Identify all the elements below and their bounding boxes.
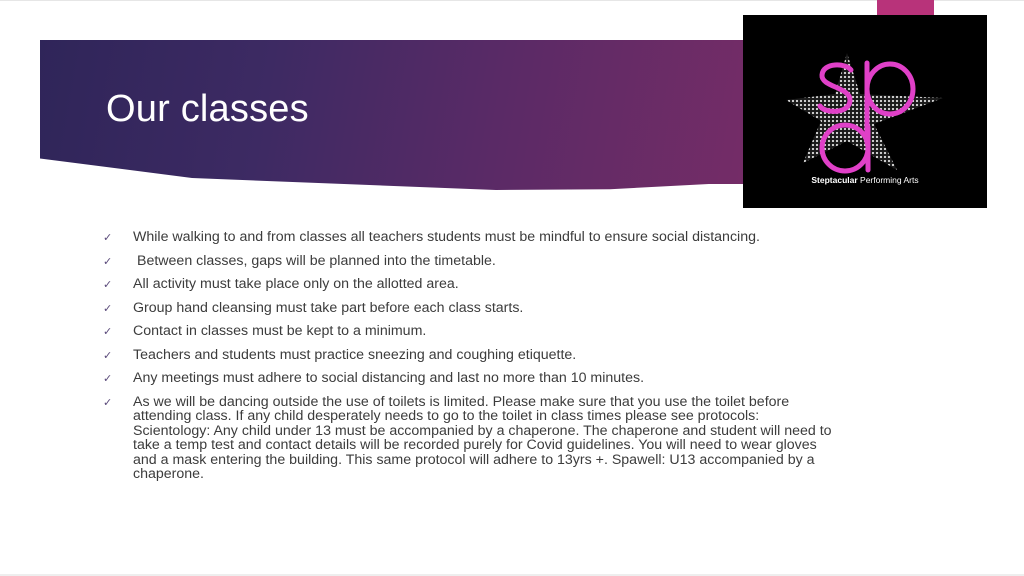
list-item: ✓ Any meetings must adhere to social distancing and last no more than 10 minutes. <box>103 370 645 386</box>
list-item: ✓ All activity must take place only on the allotted area. <box>103 276 459 292</box>
list-item: ✓ As we will be dancing outside the use of toilets is limited. Please make sure that you use the toilet before attending class. If any child desperately needs to go to the toilet in class times please see protocols: Scientology: Any child under 13 must be accompanied by a chaperone. The chaperone and student will need to take a temp test and contact details will be recorded purely for Covid guidelines. You will need to wear gloves and a mask entering the building. This same protocol will adhere to 13yrs +. Spawell: U13 accompanied by a chaperone. <box>103 393 832 482</box>
logo-wordmark: Steptacular Performing Arts <box>811 175 919 185</box>
list-item: ✓ Contact in classes must be kept to a minimum. <box>103 323 427 339</box>
checkmark-icon: ✓ <box>103 255 113 268</box>
checkmark-icon: ✓ <box>103 396 113 409</box>
list-item: ✓ Group hand cleansing must take part before each class starts. <box>103 299 524 316</box>
checkmark-icon: ✓ <box>103 302 113 315</box>
checkmark-icon: ✓ <box>103 349 113 362</box>
checkmark-icon: ✓ <box>103 232 113 244</box>
checkmark-icon: ✓ <box>103 326 113 338</box>
accent-tab <box>877 0 934 16</box>
list-item: ✓ Between classes, gaps will be planned into the timetable. <box>103 252 496 269</box>
checkmark-icon: ✓ <box>103 373 113 385</box>
top-divider <box>0 0 1024 1</box>
logo-graphic <box>743 15 987 208</box>
list-item: ✓ Teachers and students must practice sneezing and coughing etiquette. <box>103 346 577 363</box>
brand-logo <box>743 15 987 208</box>
slide-title: Our classes <box>106 88 309 130</box>
checkmark-icon: ✓ <box>103 279 113 291</box>
list-item: ✓ While walking to and from classes all teachers students must be mindful to ensure social distancing. <box>103 229 760 245</box>
bullet-list <box>103 230 833 491</box>
